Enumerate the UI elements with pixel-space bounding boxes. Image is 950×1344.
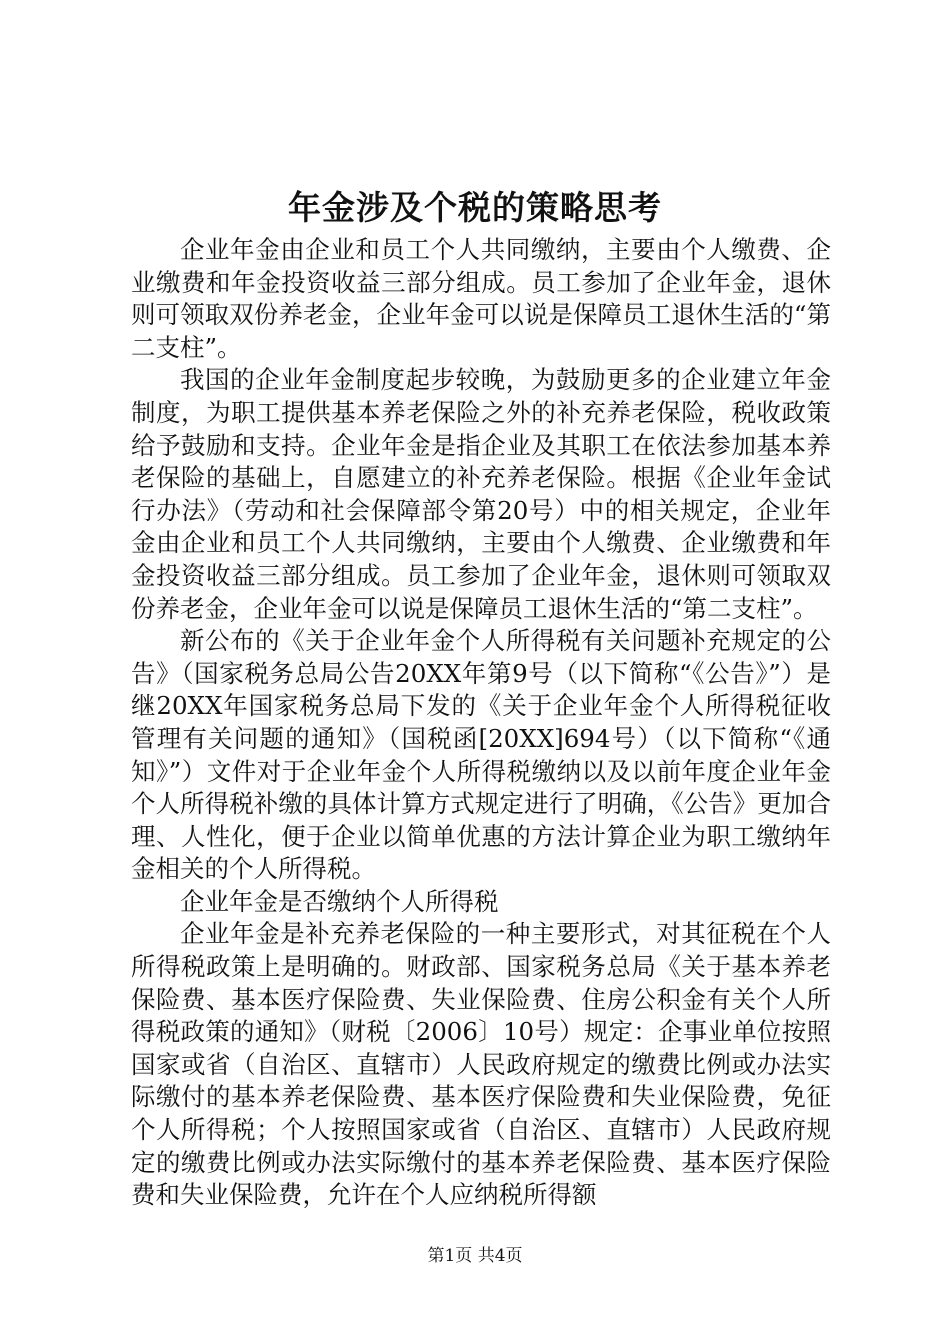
paragraph-4: 企业年金是补充养老保险的一种主要形式，对其征税在个人所得税政策上是明确的。财政部、国家税务总局《关于基本养老保险费、基本医疗保险费、失业保险费、住房公积金有关个人所得税政策的通知》（财税〔2006〕10号）规定：企事业单位按照国家或省（自治区、直辖市）人民政府规定的缴费比例或办法实际缴付的基本养老保险费、基本医疗保险费和失业保险费，免征个人所得税；个人按照国家或省（自治区、直辖市）人民政府规定的缴费比例或办法实际缴付的基本养老保险费、基本医疗保险费和失业保险费，允许在个人应纳税所得额 [131,919,831,1210]
document-title: 年金涉及个税的策略思考 [288,188,662,227]
section-heading: 企业年金是否缴纳个人所得税 [180,886,499,916]
paragraph-1: 企业年金由企业和员工个人共同缴纳，主要由个人缴费、企业缴费和年金投资收益三部分组成。员工参加了企业年金，退休则可领取双份养老金，企业年金可以说是保障员工退休生活的“第二支柱”。 [131,235,831,362]
document-body [131,234,831,1212]
page-number-footer: 第1页 共4页 [427,1246,523,1266]
paragraph-2: 我国的企业年金制度起步较晚，为鼓励更多的企业建立年金制度，为职工提供基本养老保险之外的补充养老保险，税收政策给予鼓励和支持。企业年金是指企业及其职工在依法参加基本养老保险的基础上，自愿建立的补充养老保险。根据《企业年金试行办法》（劳动和社会保障部令第20号）中的相关规定，企业年金由企业和员工个人共同缴纳，主要由个人缴费、企业缴费和年金投资收益三部分组成。员工参加了企业年金，退休则可领取双份养老金，企业年金可以说是保障员工退休生活的“第二支柱”。 [131,365,831,623]
paragraph-3: 新公布的《关于企业年金个人所得税有关问题补充规定的公告》（国家税务总局公告20XX年第9号（以下简称“《公告》”）是继20XX年国家税务总局下发的《关于企业年金个人所得税征收管理有关问题的通知》（国税函[20XX]694号）（以下简称“《通知》”）文件对于企业年金个人所得税缴纳以及以前年度企业年金个人所得税补缴的具体计算方式规定进行了明确，《公告》更加合理、人性化，便于企业以简单优惠的方法计算企业为职工缴纳年金相关的个人所得税。 [131,626,831,884]
